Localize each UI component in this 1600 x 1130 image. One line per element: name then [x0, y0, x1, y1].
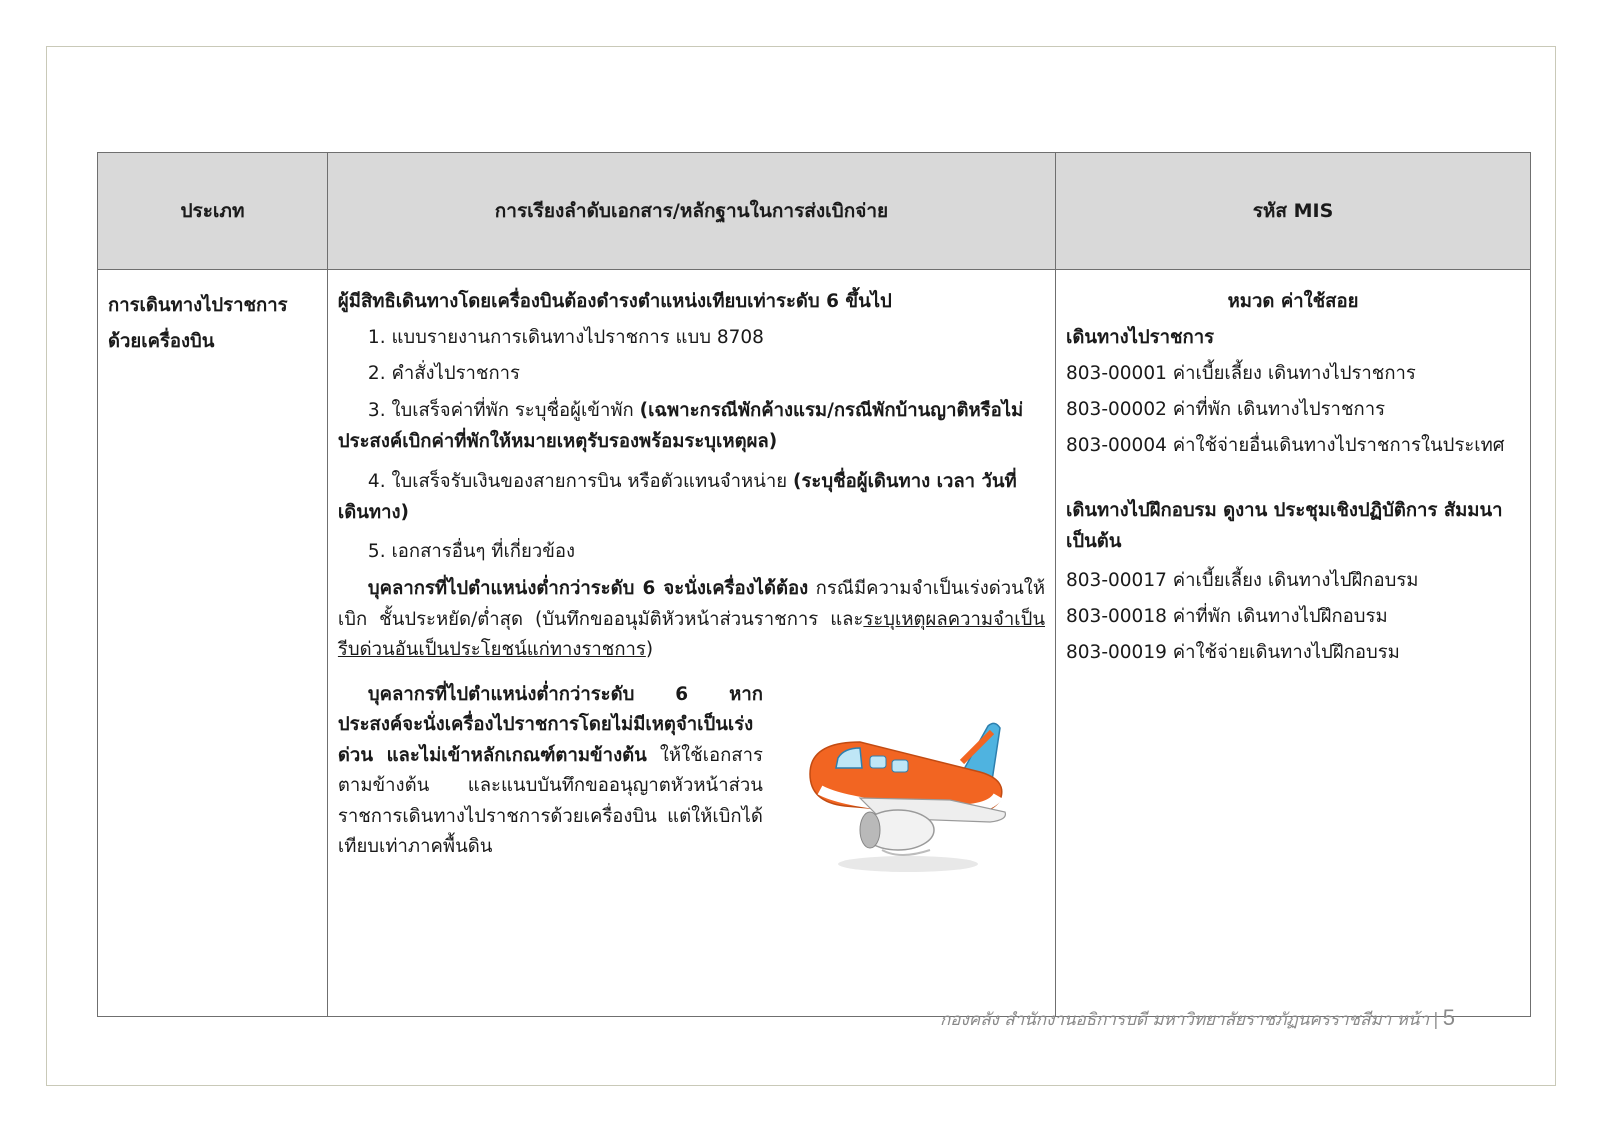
non-urgent-paragraph — [338, 680, 763, 863]
urgent-travel-underline: ระบุเหตุผลความจำเป็น รีบด่วนอันเป็นประโยชน์แก่ทางราชการ — [337, 608, 1046, 661]
urgent-travel-lead: บุคลากรที่ไปตำแหน่งต่ำกว่าระดับ 6 จะนั่งเครื่องได้ต้อง — [367, 578, 809, 600]
page-footer — [940, 1005, 1455, 1033]
mis-code-row: 803-00017 ค่าเบี้ยเลี้ยง เดินทางไปฝึกอบรม — [1066, 570, 1419, 592]
documents-cell — [327, 270, 1055, 1017]
header-documents: การเรียงลำดับเอกสาร/หลักฐานในการส่งเบิกจ่าย — [327, 153, 1055, 270]
document-table — [97, 152, 1531, 1017]
mis-group-training: เดินทางไปฝึกอบรม ดูงาน ประชุมเชิงปฏิบัติการ สัมมนา เป็นต้น — [1066, 500, 1503, 552]
mis-code-row: 803-00004 ค่าใช้จ่ายอื่นเดินทางไปราชการในประเทศ — [1066, 435, 1505, 457]
doc-item-2: 2. คำสั่งไปราชการ — [367, 363, 520, 385]
urgent-travel-text: กรณีมีความจำเป็นเร่งด่วนให้เบิก ชั้นประหยัด/ต่ำสุด (บันทึกขออนุมัติหัวหน้าส่วนราชการ และ — [337, 578, 1046, 630]
non-urgent-block — [338, 680, 1045, 863]
footer-text: กองคลัง สำนักงานอธิการบดี มหาวิทยาลัยราชภัฏนครราชสีมา หน้า — [939, 1010, 1430, 1030]
doc-item-4 — [338, 467, 1045, 528]
table-row — [98, 270, 1531, 1017]
doc-item-1: 1. แบบรายงานการเดินทางไปราชการ แบบ 8708 — [367, 327, 764, 349]
doc-item-4-note: (ระบุชื่อผู้เดินทาง เวลา วันที่เดินทาง) — [337, 471, 1017, 523]
mis-code-row: 803-00018 ค่าที่พัก เดินทางไปฝึกอบรม — [1066, 606, 1388, 628]
header-type: ประเภท — [98, 153, 328, 270]
page-number: 5 — [1442, 1005, 1455, 1030]
mis-cell — [1056, 270, 1531, 1017]
non-urgent-lead: บุคลากรที่ไปตำแหน่งต่ำกว่าระดับ 6 หาก ประสงค์จะนั่งเครื่องไปราชการโดยไม่มีเหตุจำเป็นเร่งด่วน และไม่เข้าหลักเกณฑ์ตามข้างต้น — [337, 683, 763, 766]
header-mis-code: รหัส MIS — [1056, 153, 1531, 270]
footer-separator: | — [1433, 1010, 1439, 1030]
mis-category: หมวด ค่าใช้สอย — [1227, 291, 1359, 312]
doc-item-3-note: (เฉพาะกรณีพักค้างแรม/กรณีพักบ้านญาติหรือไม่ประสงค์เบิกค่าที่พักให้หมายเหตุรับรองพร้อมระบุเหตุผล) — [337, 400, 1024, 452]
airplane-icon — [790, 702, 1015, 882]
doc-item-3 — [338, 396, 1045, 457]
eligibility-intro: ผู้มีสิทธิเดินทางโดยเครื่องบินต้องดำรงตำแหน่งเทียบเท่าระดับ 6 ขึ้นไป — [337, 291, 892, 312]
mis-code-row: 803-00001 ค่าเบี้ยเลี้ยง เดินทางไปราชการ — [1066, 363, 1416, 385]
mis-group-official-travel: เดินทางไปราชการ — [1066, 327, 1215, 349]
doc-item-4-text: 4. ใบเสร็จรับเงินของสายการบิน หรือตัวแทนจำหน่าย — [367, 471, 793, 493]
non-urgent-text: ให้ใช้เอกสารตามข้างต้น และแนบบันทึกขออนุญาตหัวหน้าส่วนราชการเดินทางไปราชการด้วยเครื่องบิน แต่ให้เบิกได้เทียบเท่าภาคพื้นดิน — [337, 744, 763, 858]
type-cell: การเดินทางไปราชการด้วยเครื่องบิน — [98, 270, 328, 1017]
urgent-travel-paragraph — [338, 574, 1045, 666]
doc-item-5: 5. เอกสารอื่นๆ ที่เกี่ยวข้อง — [367, 541, 576, 563]
doc-item-3-text: 3. ใบเสร็จค่าที่พัก ระบุชื่อผู้เข้าพัก — [367, 400, 640, 422]
urgent-travel-end: ) — [645, 639, 654, 661]
mis-spacer — [1066, 464, 1520, 496]
table-header-row — [98, 153, 1531, 270]
mis-code-row: 803-00019 ค่าใช้จ่ายเดินทางไปฝึกอบรม — [1066, 642, 1400, 664]
mis-code-row: 803-00002 ค่าที่พัก เดินทางไปราชการ — [1066, 399, 1386, 421]
